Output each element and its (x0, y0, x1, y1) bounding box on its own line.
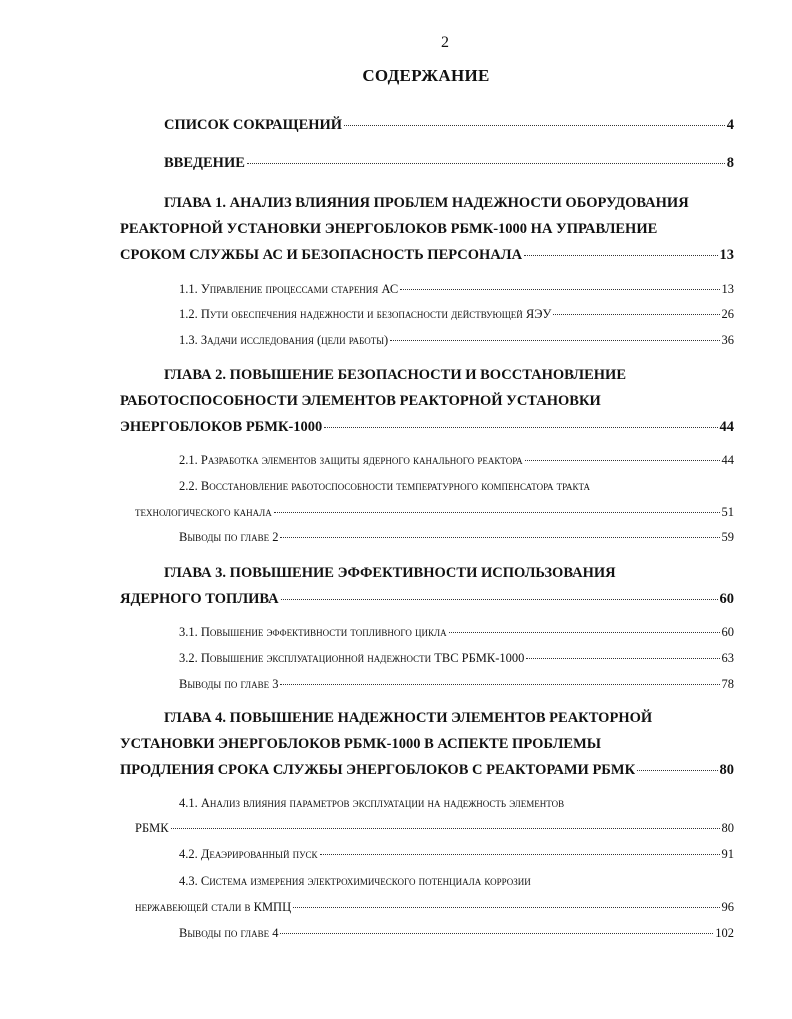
dot-leader (280, 537, 719, 538)
dot-leader (324, 427, 717, 428)
dot-leader (280, 933, 713, 934)
toc-chapter-2-line-2: РАБОТОСПОСОБНОСТИ ЭЛЕМЕНТОВ РЕАКТОРНОЙ УСТАНОВКИ (120, 393, 601, 409)
toc-entry-text: СРОКОМ СЛУЖБЫ АС И БЕЗОПАСНОСТЬ ПЕРСОНАЛА (120, 247, 523, 263)
toc-entry-text: технологического канала (135, 505, 272, 519)
toc-page-number: 13 (721, 282, 734, 296)
dot-leader (525, 460, 720, 461)
toc-entry-text: 1.2. Пути обеспечения надежности и безопасности действующей ЯЭУ (179, 307, 552, 321)
toc-section-2-2-line-1: 2.2. Восстановление работоспособности температурного компенсатора тракта (179, 479, 591, 493)
dot-leader (400, 289, 719, 290)
toc-section-4-3-line-2 (135, 900, 734, 915)
toc-entry-introduction (164, 155, 734, 172)
dot-leader (281, 599, 718, 600)
toc-entry-text: 2.1. Разработка элементов защиты ядерного канального реактора (179, 453, 523, 467)
toc-entry-text: нержавеющей стали в КМПЦ (135, 900, 292, 914)
toc-page-number: 102 (715, 926, 734, 940)
toc-section-4-1-line-2 (135, 821, 734, 836)
toc-section-3-1 (179, 625, 734, 640)
dot-leader (320, 854, 720, 855)
toc-chapter-1-line-3 (120, 247, 734, 264)
toc-section-4-2 (179, 847, 734, 862)
dot-leader (344, 125, 725, 126)
toc-page-number: 44 (721, 453, 734, 467)
toc-section-2-2-line-2 (135, 505, 734, 520)
toc-chapter-4-line-3 (120, 762, 734, 779)
dot-leader (637, 770, 717, 771)
toc-entry-text: Выводы по главе 4 (179, 926, 279, 940)
page-title: СОДЕРЖАНИЕ (362, 66, 490, 85)
toc-section-1-1 (179, 282, 734, 297)
toc-section-1-2 (179, 307, 734, 322)
toc-chapter-3-line-2 (120, 591, 734, 608)
toc-chapter-2-line-3 (120, 419, 734, 436)
toc-page-number: 60 (721, 625, 734, 639)
dot-leader (524, 255, 717, 256)
toc-section-3-conclusions (179, 677, 734, 692)
toc-entry-text: РБМК (135, 821, 169, 835)
toc-chapter-4-line-2: УСТАНОВКИ ЭНЕРГОБЛОКОВ РБМК-1000 В АСПЕКТЕ ПРОБЛЕМЫ (120, 736, 601, 752)
toc-page-number: 63 (721, 651, 734, 665)
toc-section-4-3-line-1: 4.3. Система измерения электрохимического потенциала коррозии (179, 874, 531, 888)
toc-entry-text: 1.3. Задачи исследования (цели работы) (179, 333, 389, 347)
toc-entry-text: ЭНЕРГОБЛОКОВ РБМК-1000 (120, 419, 323, 435)
dot-leader (390, 340, 719, 341)
toc-entry-text: СПИСОК СОКРАЩЕНИЙ (164, 117, 343, 133)
toc-entry-text: Выводы по главе 2 (179, 530, 279, 544)
toc-page-number: 26 (721, 307, 734, 321)
toc-page-number: 36 (721, 333, 734, 347)
toc-section-4-conclusions (179, 926, 734, 941)
toc-chapter-4-line-1: ГЛАВА 4. ПОВЫШЕНИЕ НАДЕЖНОСТИ ЭЛЕМЕНТОВ РЕАКТОРНОЙ (164, 710, 653, 726)
toc-entry-text: ЯДЕРНОГО ТОПЛИВА (120, 591, 279, 607)
toc-section-2-1 (179, 453, 734, 468)
toc-entry-text: 4.2. Деаэрированный пуск (179, 847, 318, 861)
toc-page-number: 60 (719, 591, 734, 607)
toc-page-number: 4 (726, 117, 734, 133)
dot-leader (449, 632, 720, 633)
dot-leader (274, 512, 720, 513)
dot-leader (280, 684, 719, 685)
dot-leader (526, 658, 719, 659)
toc-page-number: 8 (726, 155, 734, 171)
toc-chapter-1-line-2: РЕАКТОРНОЙ УСТАНОВКИ ЭНЕРГОБЛОКОВ РБМК-1000 НА УПРАВЛЕНИЕ (120, 221, 658, 237)
toc-entry-text: 3.2. Повышение эксплуатационной надежности ТВС РБМК-1000 (179, 651, 525, 665)
toc-section-3-2 (179, 651, 734, 666)
toc-chapter-3-line-1: ГЛАВА 3. ПОВЫШЕНИЕ ЭФФЕКТИВНОСТИ ИСПОЛЬЗОВАНИЯ (164, 565, 616, 581)
toc-page-number: 91 (721, 847, 734, 861)
toc-page-number: 13 (719, 247, 734, 263)
toc-page-number: 44 (719, 419, 734, 435)
toc-entry-text: ВВЕДЕНИЕ (164, 155, 245, 171)
toc-section-1-3 (179, 333, 734, 348)
toc-entry-text: ПРОДЛЕНИЯ СРОКА СЛУЖБЫ ЭНЕРГОБЛОКОВ С РЕАКТОРАМИ РБМК (120, 762, 636, 778)
toc-entry-abbreviations (164, 117, 734, 134)
toc-section-2-conclusions (179, 530, 734, 545)
toc-entry-text: 1.1. Управление процессами старения АС (179, 282, 399, 296)
dot-leader (293, 907, 719, 908)
toc-page-number: 78 (721, 677, 734, 691)
toc-chapter-1-line-1: ГЛАВА 1. АНАЛИЗ ВЛИЯНИЯ ПРОБЛЕМ НАДЕЖНОСТИ ОБОРУДОВАНИЯ (164, 195, 689, 211)
dot-leader (171, 828, 720, 829)
toc-page-number: 51 (721, 505, 734, 519)
toc-page-number: 80 (719, 762, 734, 778)
page-number: 2 (441, 34, 449, 51)
dot-leader (553, 314, 719, 315)
toc-page-number: 59 (721, 530, 734, 544)
toc-page-number: 80 (721, 821, 734, 835)
toc-chapter-2-line-1: ГЛАВА 2. ПОВЫШЕНИЕ БЕЗОПАСНОСТИ И ВОССТАНОВЛЕНИЕ (164, 367, 627, 383)
toc-page-number: 96 (721, 900, 734, 914)
toc-entry-text: 3.1. Повышение эффективности топливного цикла (179, 625, 447, 639)
toc-entry-text: Выводы по главе 3 (179, 677, 279, 691)
toc-section-4-1-line-1: 4.1. Анализ влияния параметров эксплуатации на надежность элементов (179, 796, 565, 810)
dot-leader (247, 163, 725, 164)
